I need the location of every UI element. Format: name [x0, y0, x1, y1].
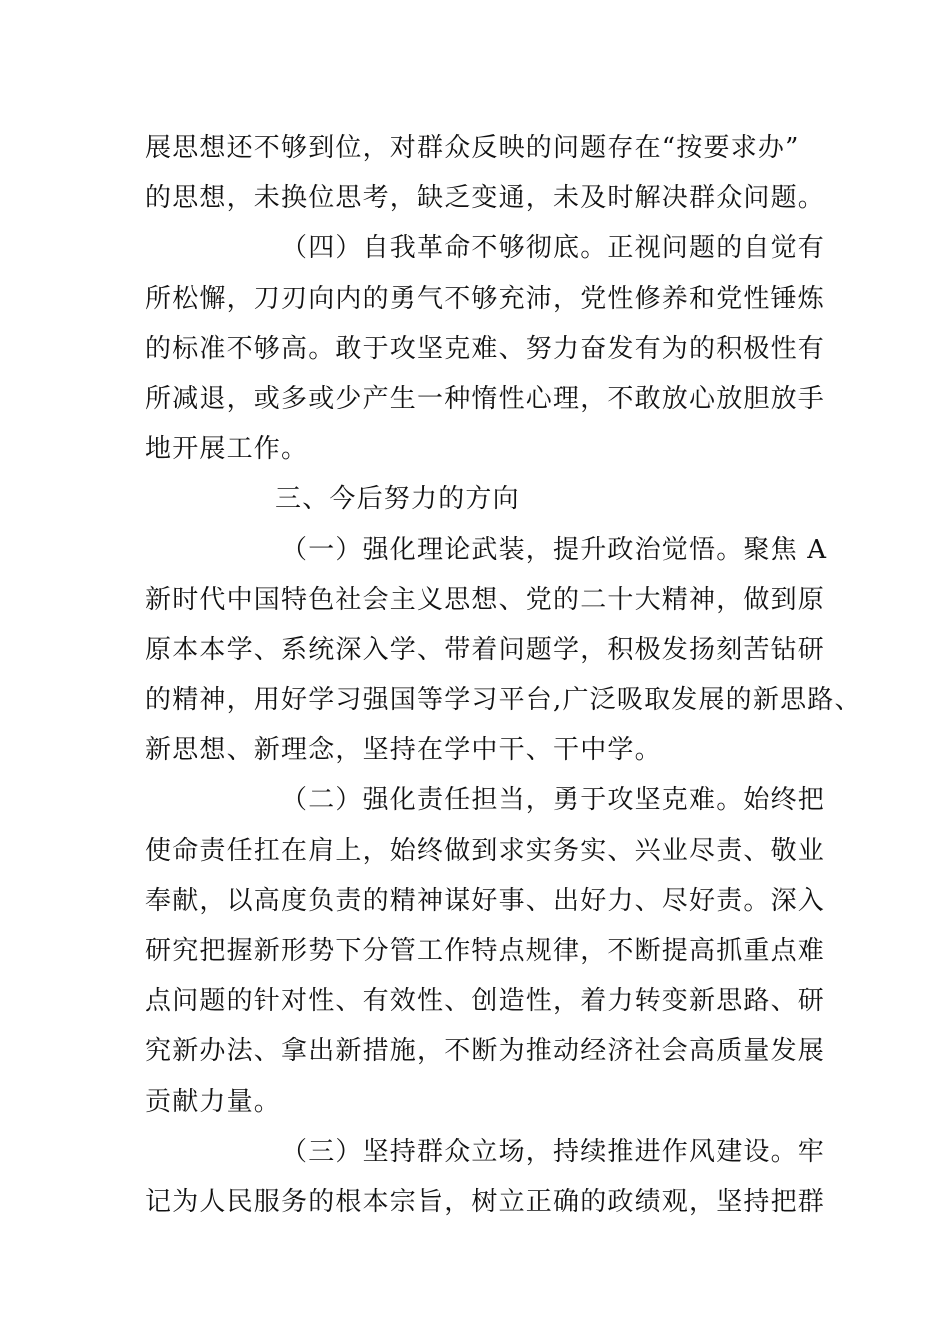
paragraph-line: 使命责任扛在肩上，始终做到求实务实、兴业尽责、敬业 — [145, 835, 826, 866]
subsection-heading-2: （二）强化责任担当，勇于攻坚克难。始终把 — [281, 785, 826, 816]
paragraph-line: 究新办法、拿出新措施，不断为推动经济社会高质量发展 — [145, 1036, 826, 1067]
paragraph-line: 展思想还不够到位，对群众反映的问题存在“按要求办” — [145, 133, 800, 163]
subsection-heading-3: （三）坚持群众立场，持续推进作风建设。牢 — [281, 1136, 826, 1167]
paragraph-line: 奉献，以高度负责的精神谋好事、出好力、尽好责。深入 — [145, 885, 826, 916]
section-heading-3: 三、今后努力的方向 — [275, 484, 520, 515]
paragraph-line: 所减退，或多或少产生一种惰性心理，不敢放心放胆放手 — [145, 383, 826, 414]
paragraph-line: 原本本学、系统深入学、带着问题学，积极发扬刻苦钻研 — [145, 634, 826, 665]
paragraph-line: 研究把握新形势下分管工作特点规律，不断提高抓重点难 — [145, 936, 826, 966]
paragraph-line: 的精神，用好学习强国等学习平台,广泛吸取发展的新思路、 — [145, 685, 862, 716]
paragraph-line: 的思想，未换位思考，缺乏变通，未及时解决群众问题。 — [145, 183, 826, 214]
subsection-heading-4: （四）自我革命不够彻底。正视问题的自觉有 — [281, 233, 826, 264]
subsection-heading-1: （一）强化理论武装，提升政治觉悟。聚焦 A — [281, 534, 828, 565]
paragraph-line: 贡献力量。 — [145, 1086, 282, 1117]
paragraph-line: 记为人民服务的根本宗旨，树立正确的政绩观，坚持把群 — [145, 1186, 826, 1217]
paragraph-line: 新思想、新理念，坚持在学中干、干中学。 — [145, 735, 662, 766]
paragraph-line: 所松懈，刀刃向内的勇气不够充沛，党性修养和党性锤炼 — [145, 283, 826, 314]
paragraph-line: 点问题的针对性、有效性、创造性，着力转变新思路、研 — [145, 986, 826, 1017]
paragraph-line: 新时代中国特色社会主义思想、党的二十大精神，做到原 — [145, 584, 826, 615]
paragraph-line: 的标准不够高。敢于攻坚克难、努力奋发有为的积极性有 — [145, 333, 826, 364]
document-body — [145, 123, 862, 1227]
paragraph-line: 地开展工作。 — [145, 434, 309, 465]
